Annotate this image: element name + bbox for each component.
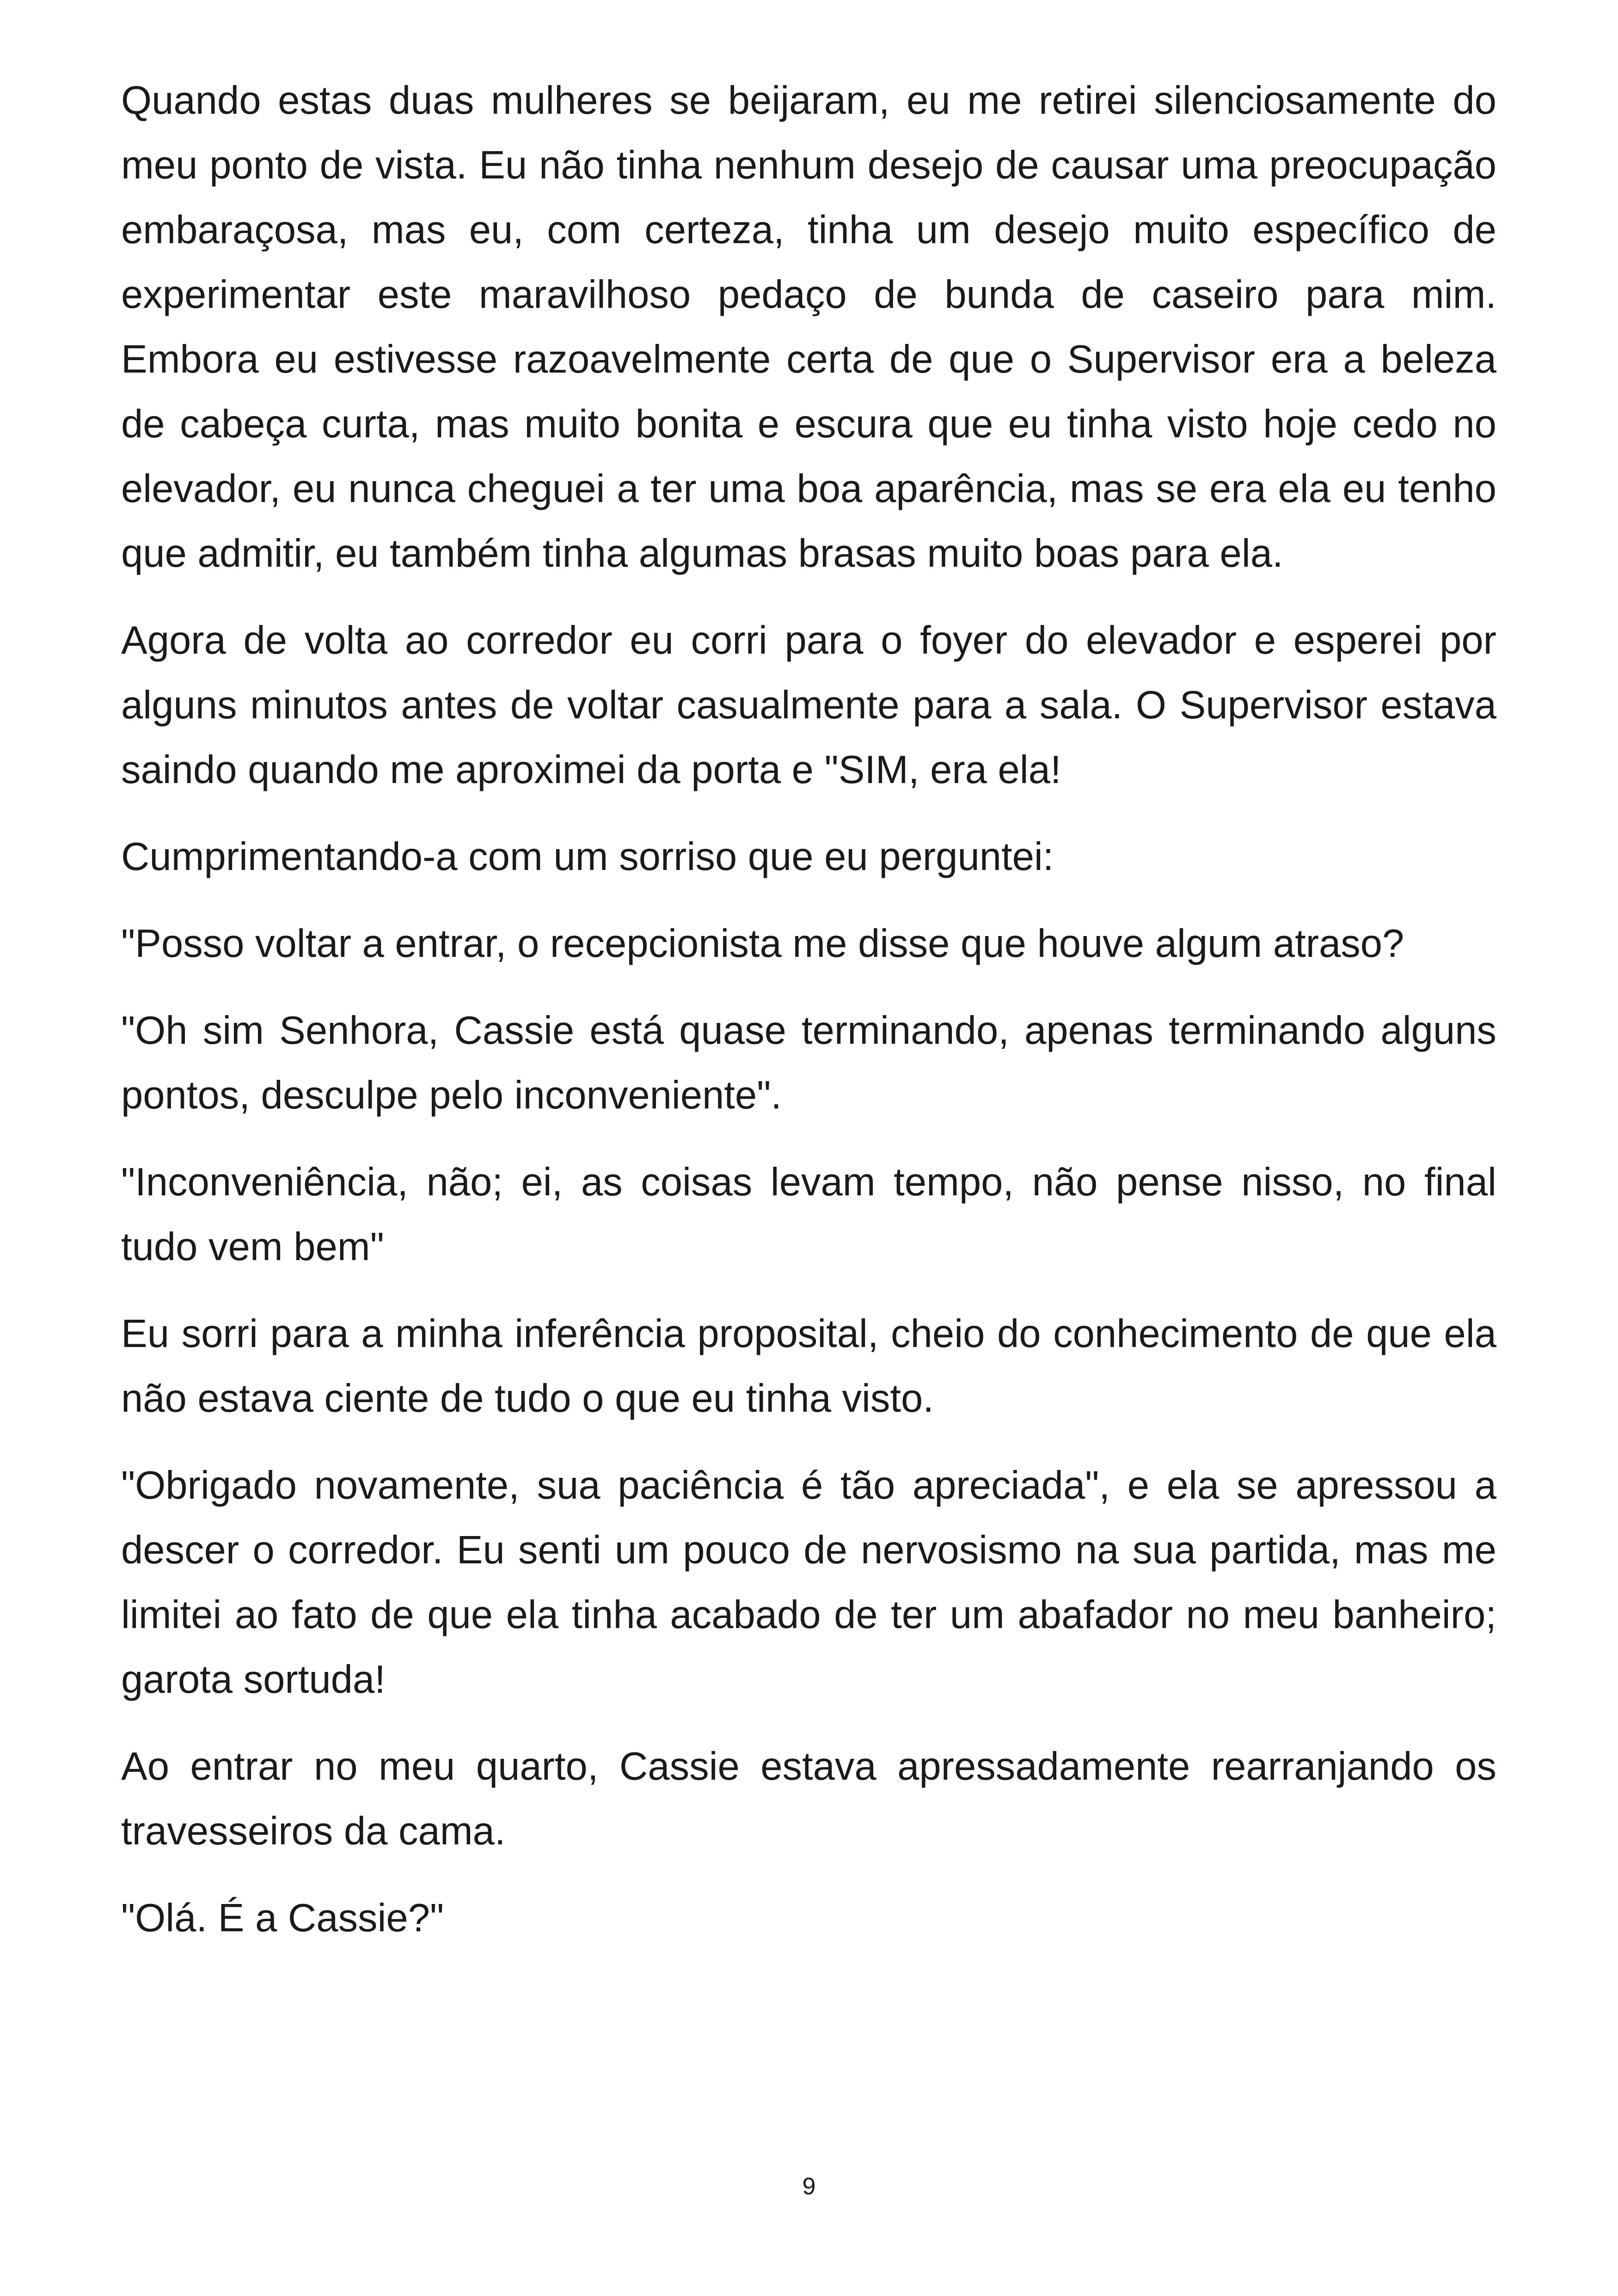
paragraph: "Obrigado novamente, sua paciência é tão apreciada", e ela se apressou a descer o corredor. Eu senti um pouco de nervosismo na sua partida, mas me limitei ao fato de que ela tinha acabado de ter um abafador no meu banheiro; garota sortuda! [121, 1463, 1496, 1702]
paragraph: "Inconveniência, não; ei, as coisas levam tempo, não pense nisso, no final tudo vem bem" [121, 1160, 1496, 1269]
body-text [121, 68, 1496, 1973]
paragraph: Quando estas duas mulheres se beijaram, eu me retirei silenciosamente do meu ponto de vista. Eu não tinha nenhum desejo de causar uma preocupação embaraçosa, mas eu, com certeza, tinha um desejo muito específico de experimentar este maravilhoso pedaço de bunda de caseiro para mim. Embora eu estivesse razoavelmente certa de que o Supervisor era a beleza de cabeça curta, mas muito bonita e escura que eu tinha visto hoje cedo no elevador, eu nunca cheguei a ter uma boa aparência, mas se era ela eu tenho que admitir, eu também tinha algumas brasas muito boas para ela. [121, 79, 1496, 576]
paragraph: "Olá. É a Cassie?" [121, 1896, 444, 1940]
paragraph: Agora de volta ao corredor eu corri para o foyer do elevador e esperei por alguns minutos antes de voltar casualmente para a sala. O Supervisor estava saindo quando me aproximei da porta e "SIM, era ela! [121, 618, 1496, 792]
paragraph: "Posso voltar a entrar, o recepcionista me disse que houve algum atraso? [121, 922, 1404, 966]
paragraph: Eu sorri para a minha inferência proposital, cheio do conhecimento de que ela não estava ciente de tudo o que eu tinha visto. [121, 1312, 1496, 1420]
paragraph: Ao entrar no meu quarto, Cassie estava apressadamente rearranjando os travesseiros da cama. [121, 1745, 1496, 1853]
paragraph: Cumprimentando-a com um sorriso que eu perguntei: [121, 835, 1054, 879]
page-number: 9 [802, 2173, 816, 2200]
paragraph: "Oh sim Senhora, Cassie está quase terminando, apenas terminando alguns pontos, desculpe pelo inconveniente". [121, 1009, 1496, 1117]
